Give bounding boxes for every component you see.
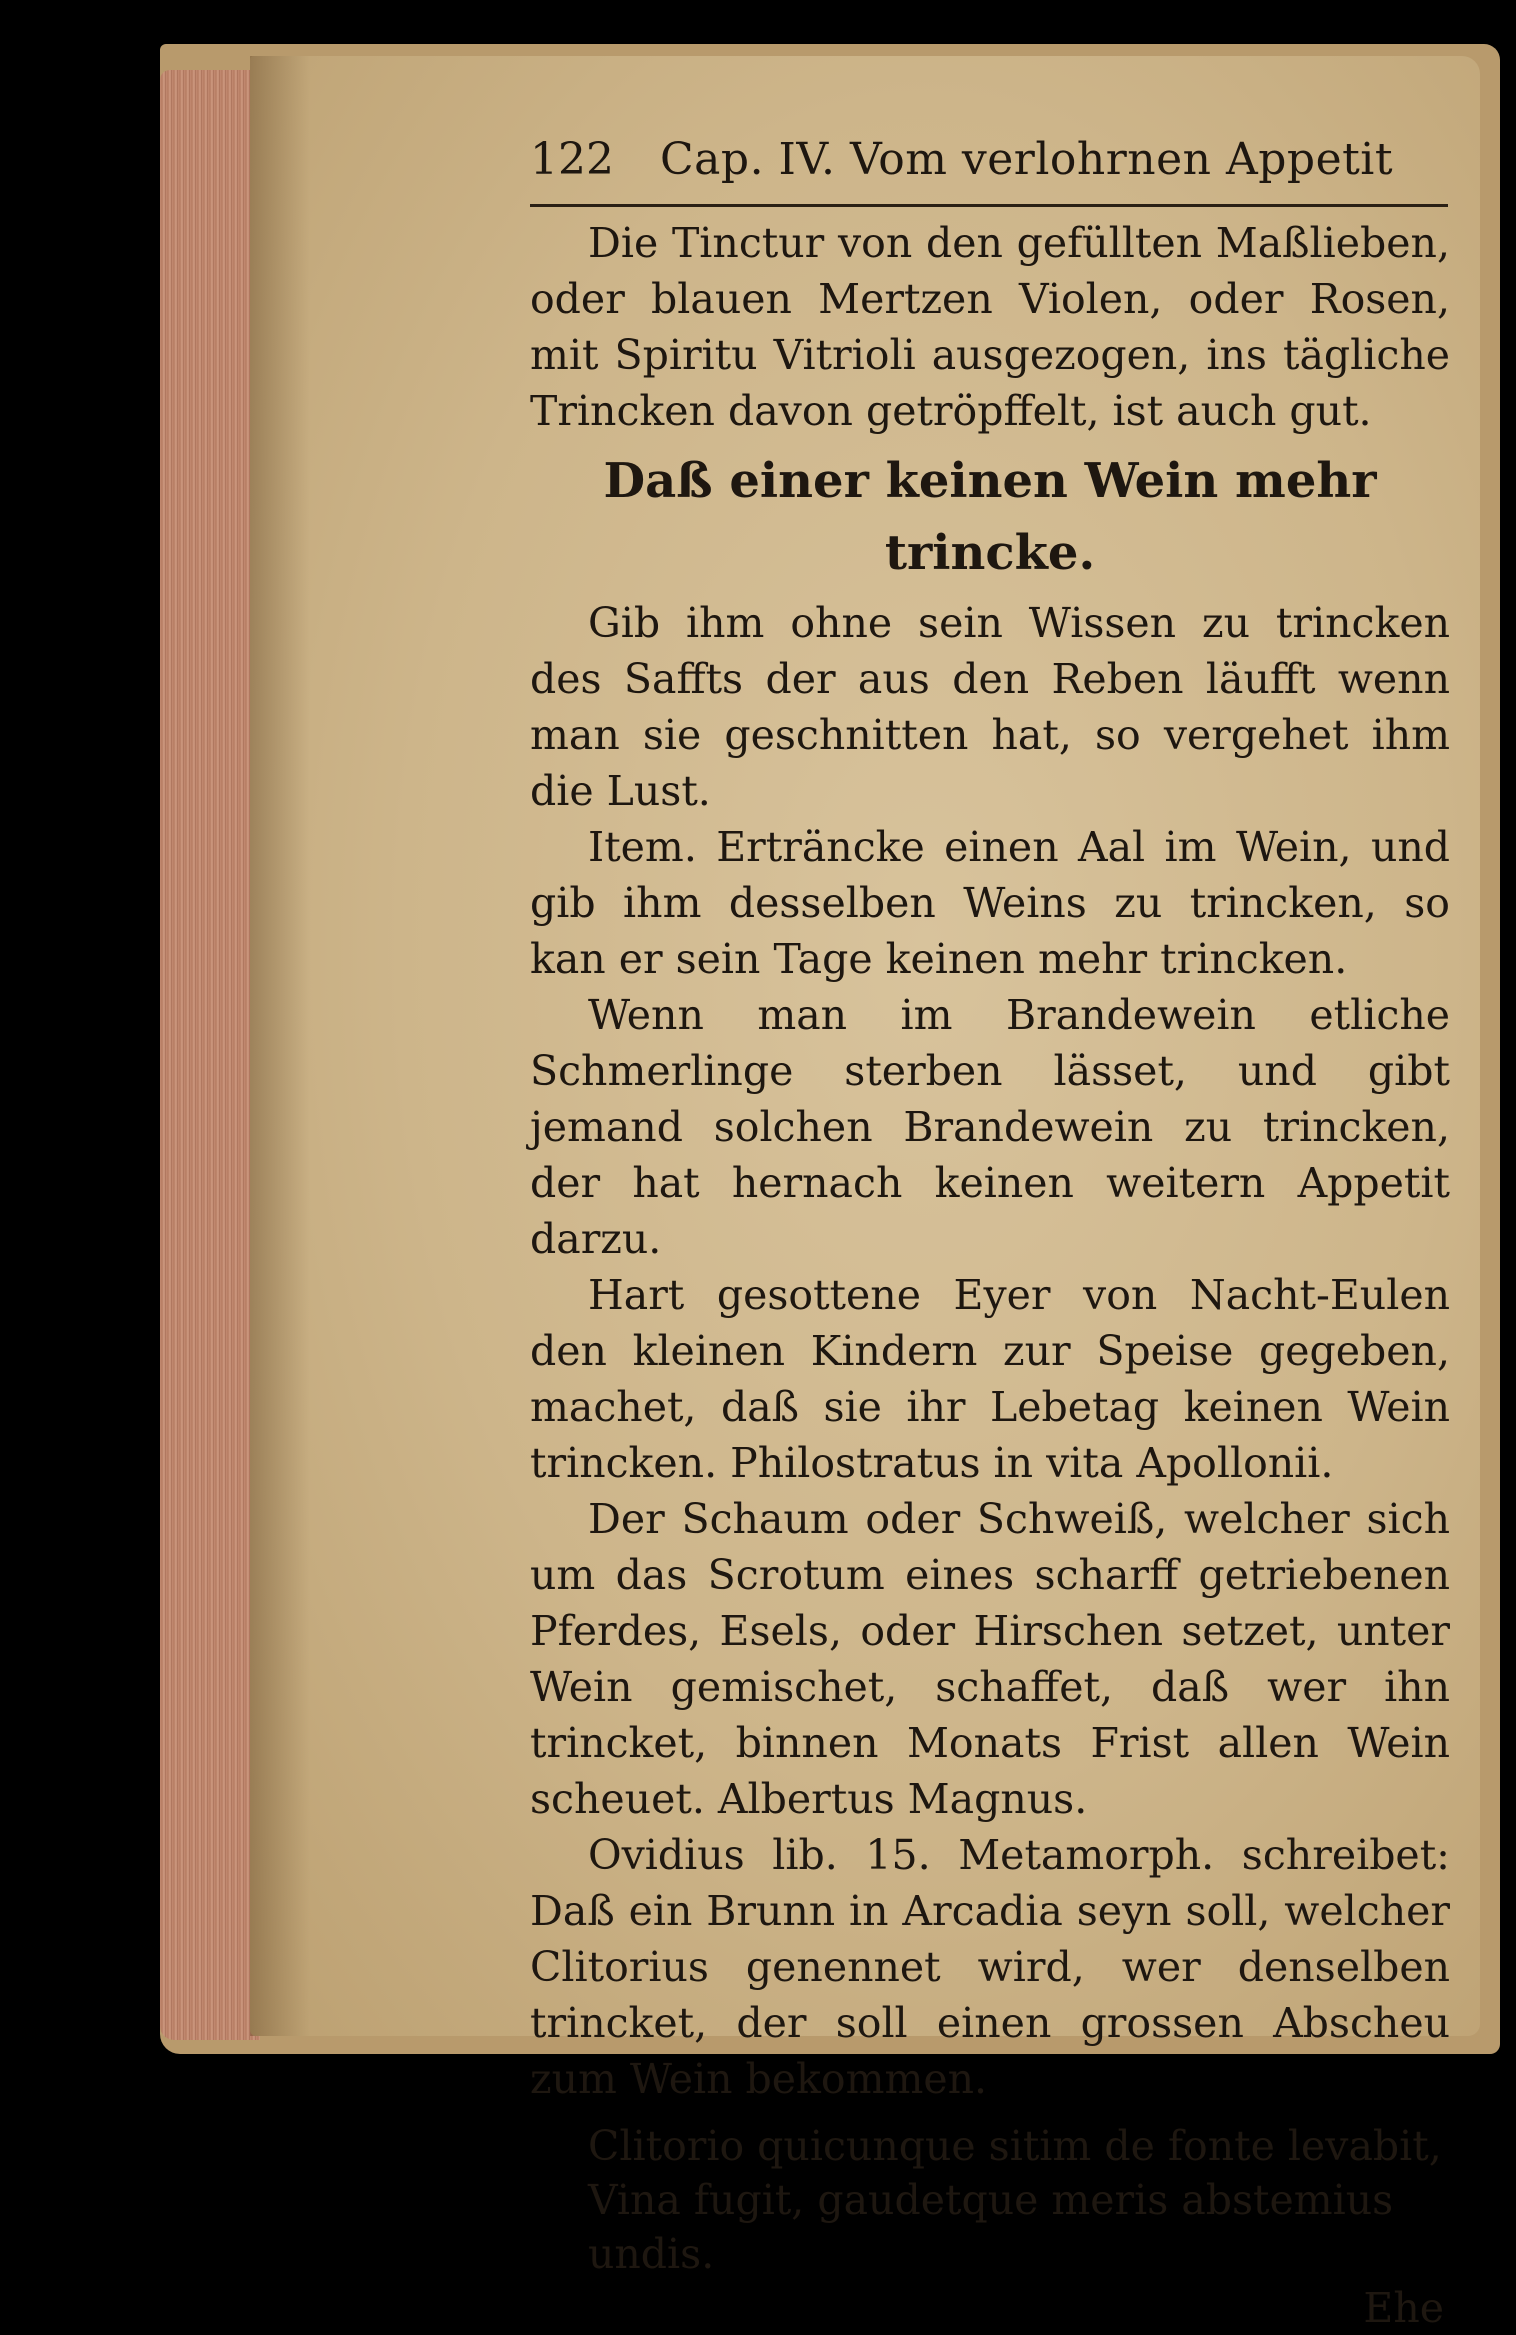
catchword: Ehe bbox=[1363, 2284, 1444, 2332]
paragraph-schmerlinge: Wenn man im Brandewein etliche Schmerlinge sterben lässet, und gibt jemand solchen Brandewein zu trincken, der hat hernach keinen weitern Appetit darzu. bbox=[530, 991, 1450, 1263]
paragraph-tinctur: Die Tinctur von den gefüllten Maßlieben, oder blauen Mertzen Violen, oder Rosen, mit Spiritu Vitrioli ausgezogen, ins tägliche Trincken davon getröpffelt, ist auch gut. bbox=[530, 219, 1450, 435]
verse-line-1: Clitorio quicunque sitim de fonte levabit, bbox=[588, 2122, 1442, 2170]
paragraph-nacht-eulen: Hart gesottene Eyer von Nacht-Eulen den kleinen Kindern zur Speise gegeben, machet, daß sie ihr Lebetag keinen Wein trincken. Philostratus in vita Apollonii. bbox=[530, 1271, 1450, 1487]
header-rule bbox=[530, 204, 1448, 207]
gutter-shadow bbox=[250, 56, 310, 2036]
page-header bbox=[530, 120, 1450, 190]
section-heading: Daß einer keinen Wein mehr trincke. bbox=[603, 453, 1377, 581]
page-edges bbox=[160, 70, 260, 2040]
page-number: 122 bbox=[530, 134, 614, 185]
paragraph-aal: Item. Erträncke einen Aal im Wein, und gib ihm desselben Weins zu trincken, so kan er sein Tage keinen mehr trincken. bbox=[530, 823, 1450, 983]
page-content bbox=[530, 120, 1450, 2335]
paragraph-reben-safft: Gib ihm ohne sein Wissen zu trincken des Saffts der aus den Reben läufft wenn man sie geschnitten hat, so vergehet ihm die Lust. bbox=[530, 599, 1450, 815]
running-title: Cap. IV. Vom verlohrnen Appetit bbox=[660, 134, 1394, 185]
paragraph-schaum: Der Schaum oder Schweiß, welcher sich um das Scrotum eines scharff getriebenen Pferdes, Esels, oder Hirschen setzet, unter Wein gemischet, schaffet, daß wer ihn trincket, binnen Monats Frist allen Wein scheuet. Albertus Magnus. bbox=[530, 1495, 1450, 1823]
paragraph-ovidius: Ovidius lib. 15. Metamorph. schreibet: Daß ein Brunn in Arcadia seyn soll, welcher Clitorius genennet wird, wer denselben trincket, der soll einen grossen Abscheu zum Wein bekommen. bbox=[530, 1831, 1450, 2103]
verse-line-2: Vina fugit, gaudetque meris abstemius undis. bbox=[588, 2176, 1394, 2278]
